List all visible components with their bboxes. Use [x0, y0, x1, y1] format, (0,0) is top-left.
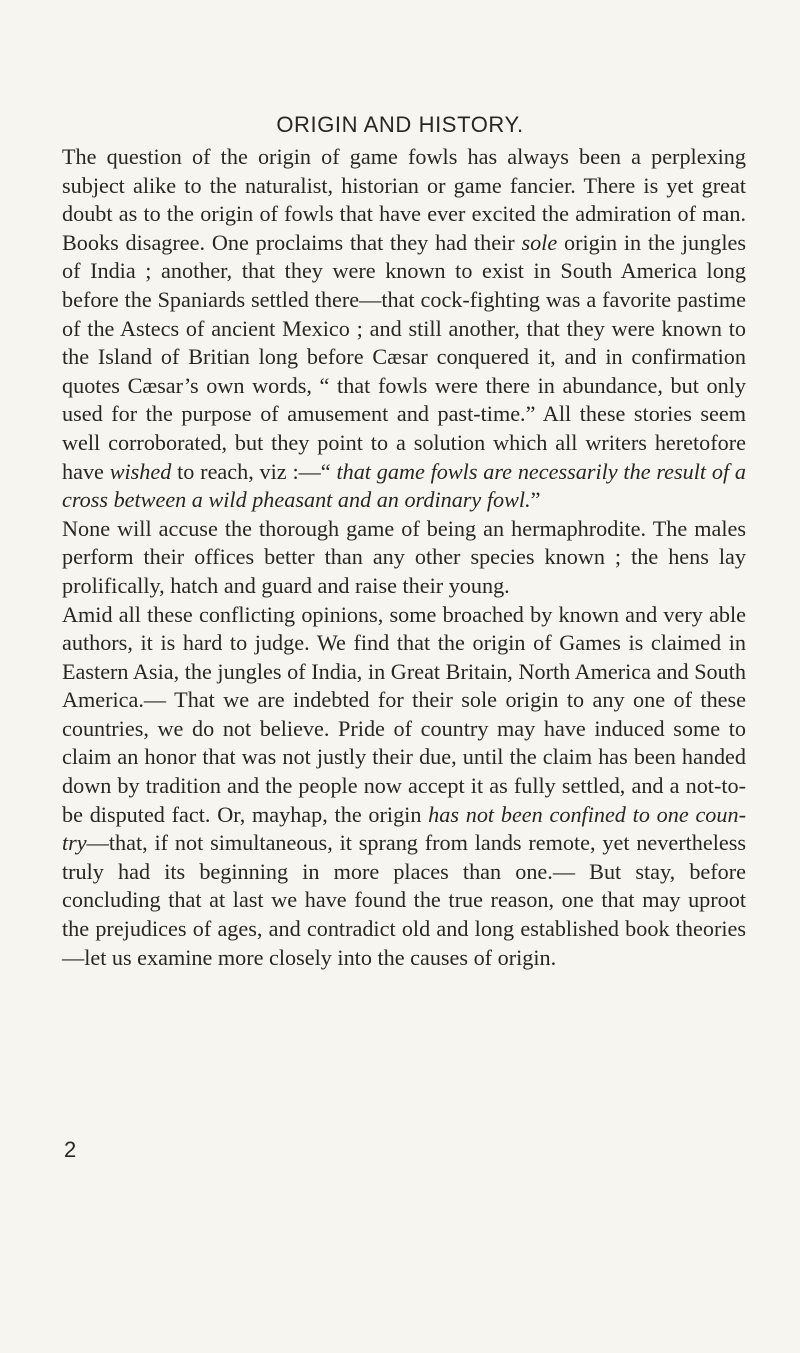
text-segment-italic: sole: [521, 229, 558, 255]
paragraph-3: [62, 601, 746, 973]
text-segment: to reach, viz :—“: [171, 458, 337, 484]
text-segment-italic: that game fowls are necessarily the result of a cross between a wild pheasant and an ordinary fowl.: [62, 458, 746, 513]
text-segment-italic: has not been confined to one country: [62, 801, 746, 856]
body-text: [62, 143, 746, 972]
text-segment: ”: [530, 487, 541, 513]
text-segment: —that, if not simultaneous, it sprang from lands remote, yet nevertheless truly had its beginning in more places than one.— But stay, before concluding that at last we have found the true reason, one that may uproot the prejudices of ages, and contradict old and long established book theories—let us examine more closely into the causes of origin.: [62, 830, 746, 970]
page-number: 2: [64, 1137, 77, 1162]
text-segment-italic: wished: [109, 458, 172, 484]
text-segment: Amid all these conflicting opinions, some broached by known and very able authors, it is hard to judge. We find that the origin of Games is claimed in Eastern Asia, the jungles of India, in Great Britain, North America and South America.— That we are indebted for their sole origin to any one of these countries, we do not believe. Pride of country may have induced some to claim an honor that was not justly their due, until the claim has been handed down by tradition and the people now accept it as fully settled, and a not-to-be disputed fact. Or, mayhap, the origin: [62, 601, 746, 827]
text-segment: The question of the origin of game fowls has always been a perplexing subject alike to the naturalist, historian or game fancier. There is yet great doubt as to the origin of fowls that have ever excited the admiration of man. Books disagree. One proclaims that they had their: [62, 144, 746, 255]
text-segment: None will accuse the thorough game of being an hermaphrodite. The males perform their offices better than any other species known ; the hens lay prolifically, hatch and guard and raise their young.: [62, 515, 746, 598]
paragraph-2: [62, 515, 746, 601]
paragraph-1: [62, 143, 746, 515]
page-title: ORIGIN AND HISTORY.: [276, 112, 524, 137]
text-segment: origin in the jungles of India ; another, that they were known to exist in South America long before the Spaniards settled there—that cock-fighting was a favorite pastime of the Astecs of ancient Mexico ; and still another, that they were known to the Island of Britian long before Cæsar conquered it, and in confirmation quotes Cæsar’s own words, “ that fowls were there in abundance, but only used for the purpose of amusement and past-time.” All these stories seem well corroborated, but they point to a solution which all writers heretofore have: [62, 229, 746, 484]
